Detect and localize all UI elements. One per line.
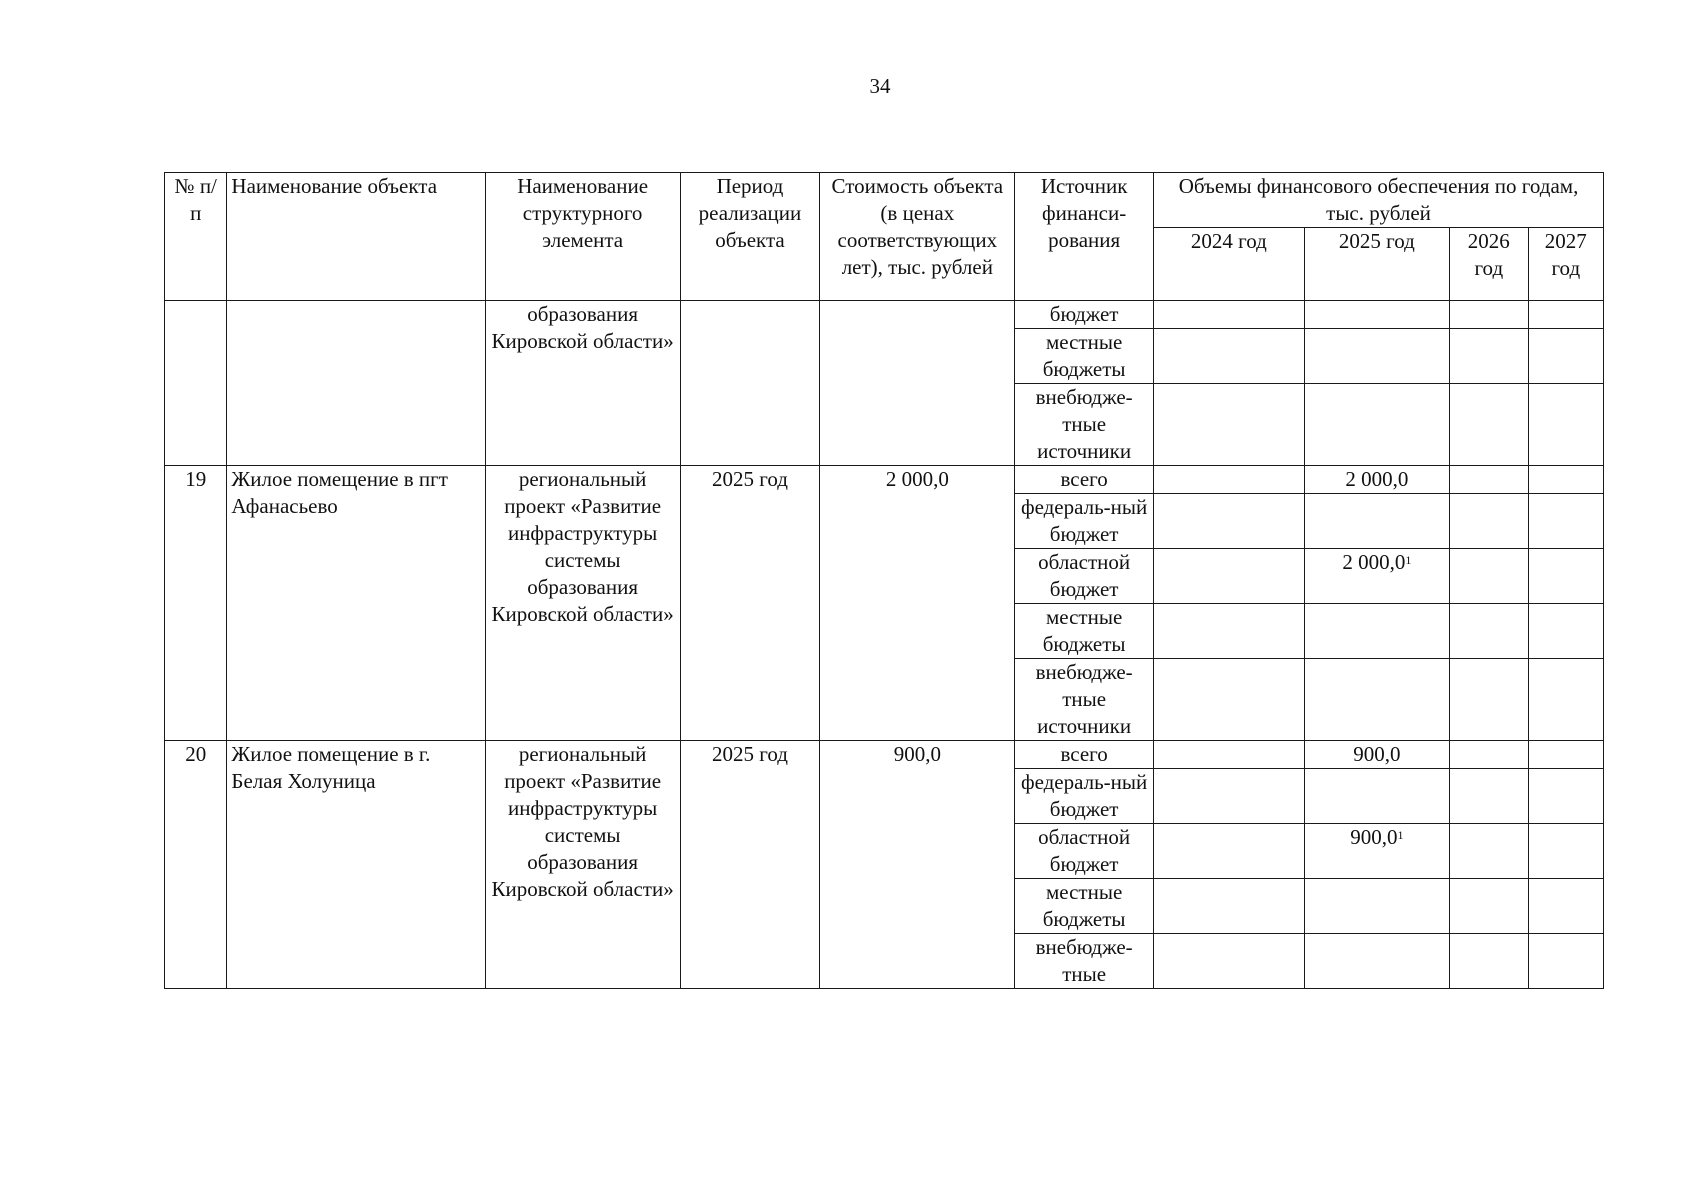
header-row bbox=[165, 173, 1604, 228]
source-label: федераль-ный бюджет bbox=[1015, 494, 1154, 549]
object-name: Жилое помещение в пгт Афанасьево bbox=[227, 466, 485, 741]
value-2025: 900,0 bbox=[1304, 741, 1449, 769]
header-year-2024: 2024 год bbox=[1154, 228, 1305, 301]
value-2025: 900,0$^1$ bbox=[1304, 824, 1449, 879]
source-label: федераль-ный бюджет bbox=[1015, 769, 1154, 824]
page-number: 34 bbox=[869, 74, 891, 98]
source-label: всего bbox=[1015, 466, 1154, 494]
object-period: 2025 год bbox=[680, 741, 820, 989]
source-label: всего bbox=[1015, 741, 1154, 769]
table-row bbox=[165, 301, 1604, 329]
object-name: Жилое помещение в г. Белая Холуница bbox=[227, 741, 485, 989]
source-label: внебюдже-тные bbox=[1015, 934, 1154, 989]
object-element: региональный проект «Развитие инфраструктуры системы образования Кировской области» bbox=[485, 466, 680, 741]
value-2025: 2 000,0 bbox=[1304, 466, 1449, 494]
header-year-2027: 2027 год bbox=[1528, 228, 1603, 301]
footnote-mark: 1 bbox=[1397, 828, 1404, 842]
object-period: 2025 год bbox=[680, 466, 820, 741]
header-volumes: Объемы финансового обеспечения по годам, тыс. рублей bbox=[1154, 173, 1604, 228]
header-object-name: Наименование объекта bbox=[227, 173, 485, 301]
header-period: Период реализации объекта bbox=[680, 173, 820, 301]
header-source: Источник финанси-рования bbox=[1015, 173, 1154, 301]
header-structural-element: Наименование структурного элемента bbox=[485, 173, 680, 301]
source-label: бюджет bbox=[1015, 301, 1154, 329]
source-label: областной бюджет bbox=[1015, 824, 1154, 879]
source-label: внебюдже-тные источники bbox=[1015, 384, 1154, 466]
header-cost: Стоимость объекта (в ценах соответствующих лет), тыс. рублей bbox=[820, 173, 1015, 301]
table-row bbox=[165, 466, 1604, 494]
object-cost: 900,0 bbox=[820, 741, 1015, 989]
footnote-mark: 1 bbox=[1405, 553, 1412, 567]
table-row bbox=[165, 741, 1604, 769]
object-num: 20 bbox=[165, 741, 227, 989]
continuation-element: образования Кировской области» bbox=[485, 301, 680, 466]
source-label: внебюдже-тные источники bbox=[1015, 659, 1154, 741]
object-num: 19 bbox=[165, 466, 227, 741]
header-year-2025: 2025 год bbox=[1304, 228, 1449, 301]
header-year-2026: 2026 год bbox=[1450, 228, 1529, 301]
object-cost: 2 000,0 bbox=[820, 466, 1015, 741]
value-2025: 2 000,0$^1$ bbox=[1304, 549, 1449, 604]
source-label: местные бюджеты bbox=[1015, 879, 1154, 934]
header-num: № п/п bbox=[165, 173, 227, 301]
object-element: региональный проект «Развитие инфраструктуры системы образования Кировской области» bbox=[485, 741, 680, 989]
financing-table bbox=[164, 172, 1604, 989]
source-label: областной бюджет bbox=[1015, 549, 1154, 604]
source-label: местные бюджеты bbox=[1015, 329, 1154, 384]
source-label: местные бюджеты bbox=[1015, 604, 1154, 659]
